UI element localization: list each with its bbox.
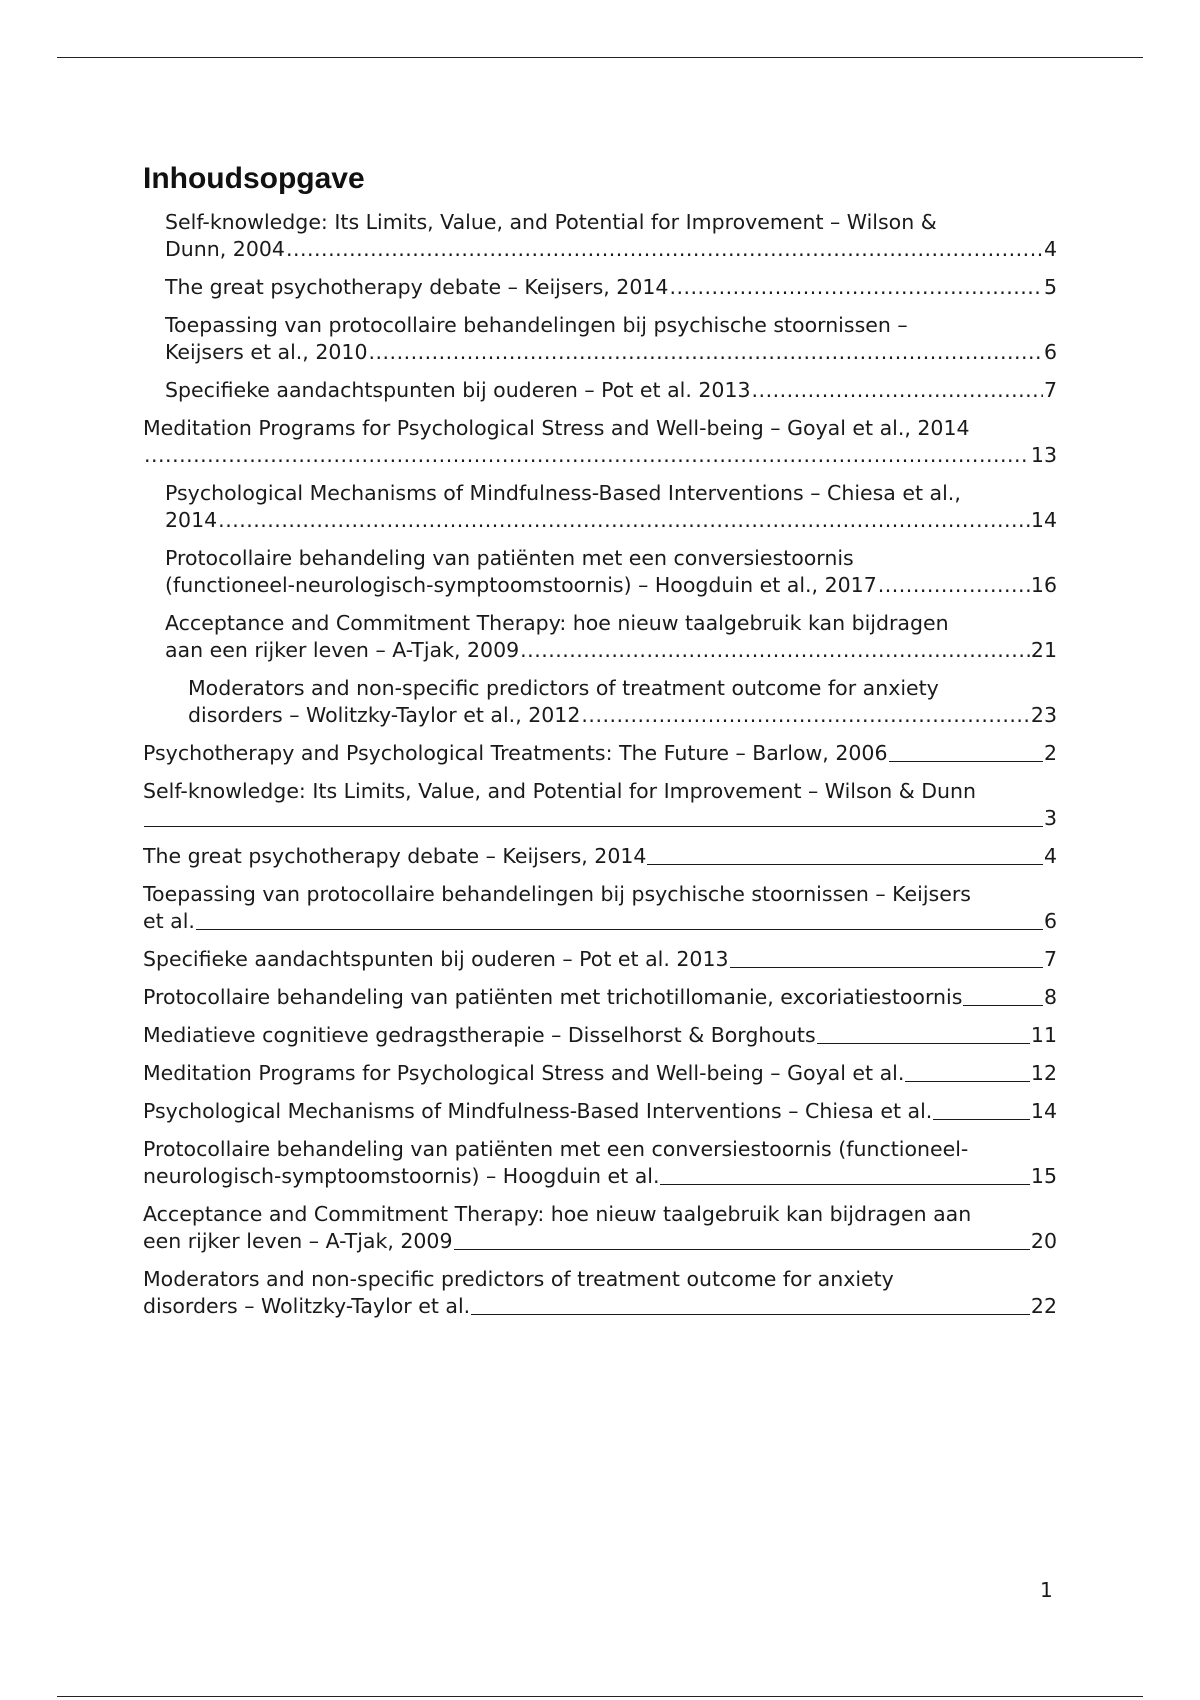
toc-entry-title-line: Self-knowledge: Its Limits, Value, and Potential for Improvement – Wilson & bbox=[165, 210, 937, 234]
toc-page-number: 14 bbox=[1030, 508, 1057, 532]
toc-page-number: 12 bbox=[1030, 1061, 1057, 1085]
toc-entry-last-line bbox=[143, 1228, 1057, 1255]
toc-entry-last-line bbox=[143, 1293, 1057, 1320]
document-body bbox=[143, 160, 1057, 1331]
toc-entry[interactable] bbox=[165, 610, 1057, 664]
toc-leader bbox=[752, 377, 1043, 404]
toc-leader bbox=[196, 908, 1043, 930]
toc-page-number: 21 bbox=[1030, 638, 1057, 662]
toc-entry-last-line bbox=[143, 442, 1057, 469]
toc-leader bbox=[647, 843, 1043, 865]
toc-page-number: 7 bbox=[1043, 947, 1057, 971]
toc-entry[interactable] bbox=[143, 1060, 1057, 1087]
toc-entry[interactable] bbox=[143, 881, 1057, 935]
toc-entry-title: disorders – Wolitzky-Taylor et al. bbox=[143, 1294, 471, 1318]
toc-leader bbox=[660, 1163, 1029, 1185]
toc-entry-last-line bbox=[165, 572, 1057, 599]
toc-entry[interactable] bbox=[143, 1136, 1057, 1190]
toc-entry[interactable] bbox=[143, 946, 1057, 973]
toc-entry-title: Protocollaire behandeling van patiënten met trichotillomanie, excoriatiestoornis bbox=[143, 985, 963, 1009]
toc-entry[interactable] bbox=[143, 1022, 1057, 1049]
toc-leader bbox=[963, 984, 1043, 1006]
toc-page-number: 3 bbox=[1043, 806, 1057, 830]
toc-entry[interactable] bbox=[143, 778, 1057, 832]
toc-page-number: 7 bbox=[1043, 378, 1057, 402]
toc-entry-last-line bbox=[143, 984, 1057, 1011]
toc-entry-title: (functioneel-neurologisch-symptoomstoornis) – Hoogduin et al., 2017 bbox=[165, 573, 877, 597]
toc-leader bbox=[730, 946, 1043, 968]
toc-entry-title-line: Acceptance and Commitment Therapy: hoe nieuw taalgebruik kan bijdragen bbox=[165, 611, 949, 635]
toc-entry-title: neurologisch-symptoomstoornis) – Hoogduin et al. bbox=[143, 1164, 660, 1188]
toc-leader bbox=[889, 740, 1043, 762]
toc-leader bbox=[454, 1228, 1030, 1250]
toc-entry-last-line bbox=[143, 1060, 1057, 1087]
toc-page-number: 23 bbox=[1030, 703, 1057, 727]
toc-leader bbox=[878, 572, 1030, 599]
toc-entry-title-line: Toepassing van protocollaire behandelingen bij psychische stoornissen – Keijsers bbox=[143, 882, 971, 906]
toc-entry[interactable] bbox=[165, 545, 1057, 599]
toc-entry-last-line bbox=[143, 1098, 1057, 1125]
toc-leader bbox=[144, 805, 1043, 827]
toc-entry[interactable] bbox=[165, 377, 1057, 404]
toc-entry-title-line: Moderators and non-specific predictors of treatment outcome for anxiety bbox=[188, 676, 939, 700]
toc-page-number: 15 bbox=[1030, 1164, 1057, 1188]
toc-entry-title: aan een rijker leven – A-Tjak, 2009 bbox=[165, 638, 520, 662]
toc-entry[interactable] bbox=[143, 1201, 1057, 1255]
page-number: 1 bbox=[1040, 1578, 1053, 1602]
toc-entry-last-line bbox=[165, 507, 1057, 534]
toc-entry-last-line bbox=[165, 637, 1057, 664]
header-rule bbox=[57, 57, 1143, 58]
table-of-contents bbox=[143, 209, 1057, 1320]
toc-entry-title: Specifieke aandachtspunten bij ouderen – Pot et al. 2013 bbox=[143, 947, 729, 971]
toc-entry-title: Dunn, 2004 bbox=[165, 237, 285, 261]
toc-entry-title-line: Protocollaire behandeling van patiënten met een conversiestoornis bbox=[165, 546, 854, 570]
toc-page-number: 6 bbox=[1043, 340, 1057, 364]
toc-page-number: 6 bbox=[1043, 909, 1057, 933]
toc-entry[interactable] bbox=[143, 843, 1057, 870]
toc-entry-title-line: Protocollaire behandeling van patiënten met een conversiestoornis (functioneel- bbox=[143, 1137, 969, 1161]
toc-entry-last-line bbox=[188, 702, 1057, 729]
toc-entry-last-line bbox=[143, 946, 1057, 973]
toc-entry-last-line bbox=[165, 236, 1057, 263]
toc-leader bbox=[520, 637, 1030, 664]
toc-entry-last-line bbox=[143, 740, 1057, 767]
toc-page-number: 4 bbox=[1043, 844, 1057, 868]
toc-page-number: 20 bbox=[1030, 1229, 1057, 1253]
toc-page-number: 22 bbox=[1030, 1294, 1057, 1318]
toc-entry[interactable] bbox=[165, 312, 1057, 366]
toc-leader bbox=[581, 702, 1030, 729]
toc-page-number: 16 bbox=[1030, 573, 1057, 597]
toc-page-number: 14 bbox=[1030, 1099, 1057, 1123]
toc-leader bbox=[144, 442, 1030, 469]
toc-entry-title-line: Moderators and non-specific predictors of treatment outcome for anxiety bbox=[143, 1267, 894, 1291]
toc-entry-last-line bbox=[143, 1163, 1057, 1190]
toc-leader bbox=[286, 236, 1043, 263]
toc-page-number: 11 bbox=[1030, 1023, 1057, 1047]
toc-entry-title-line: Toepassing van protocollaire behandelingen bij psychische stoornissen – bbox=[165, 313, 908, 337]
toc-leader bbox=[218, 507, 1030, 534]
toc-entry[interactable] bbox=[143, 984, 1057, 1011]
toc-leader bbox=[669, 274, 1043, 301]
toc-entry[interactable] bbox=[165, 274, 1057, 301]
toc-entry[interactable] bbox=[143, 1266, 1057, 1320]
toc-entry-last-line bbox=[143, 908, 1057, 935]
toc-leader bbox=[369, 339, 1043, 366]
toc-entry-title: The great psychotherapy debate – Keijsers, 2014 bbox=[143, 844, 647, 868]
toc-entry-title: Psychological Mechanisms of Mindfulness-Based Interventions – Chiesa et al. bbox=[143, 1099, 933, 1123]
toc-entry-last-line bbox=[165, 339, 1057, 366]
toc-entry[interactable] bbox=[165, 480, 1057, 534]
toc-entry-title: 2014 bbox=[165, 508, 218, 532]
toc-leader bbox=[471, 1293, 1030, 1315]
toc-entry-title: The great psychotherapy debate – Keijsers, 2014 bbox=[165, 275, 669, 299]
toc-entry-title-line: Meditation Programs for Psychological Stress and Well-being – Goyal et al., 2014 bbox=[143, 416, 970, 440]
footer-rule bbox=[57, 1696, 1143, 1697]
toc-entry-last-line bbox=[143, 1022, 1057, 1049]
toc-entry[interactable] bbox=[143, 415, 1057, 469]
toc-entry-title: disorders – Wolitzky-Taylor et al., 2012 bbox=[188, 703, 581, 727]
toc-entry-title: et al. bbox=[143, 909, 195, 933]
toc-entry-title: Specifieke aandachtspunten bij ouderen – Pot et al. 2013 bbox=[165, 378, 751, 402]
toc-entry-last-line bbox=[143, 843, 1057, 870]
toc-entry[interactable] bbox=[143, 1098, 1057, 1125]
toc-page-number: 5 bbox=[1043, 275, 1057, 299]
toc-leader bbox=[817, 1022, 1030, 1044]
toc-entry[interactable] bbox=[188, 675, 1057, 729]
toc-entry-title-line: Psychological Mechanisms of Mindfulness-Based Interventions – Chiesa et al., bbox=[165, 481, 961, 505]
toc-entry-last-line bbox=[165, 274, 1057, 301]
toc-page-number: 2 bbox=[1043, 741, 1057, 765]
toc-page-number: 13 bbox=[1030, 443, 1057, 467]
toc-entry-last-line bbox=[143, 805, 1057, 832]
toc-entry-title: Mediatieve cognitieve gedragstherapie – Disselhorst & Borghouts bbox=[143, 1023, 816, 1047]
toc-entry-title: Psychotherapy and Psychological Treatments: The Future – Barlow, 2006 bbox=[143, 741, 888, 765]
toc-page-number: 8 bbox=[1043, 985, 1057, 1009]
toc-entry[interactable] bbox=[143, 740, 1057, 767]
toc-entry-title: Meditation Programs for Psychological Stress and Well-being – Goyal et al. bbox=[143, 1061, 905, 1085]
toc-entry-last-line bbox=[165, 377, 1057, 404]
toc-entry-title: Keijsers et al., 2010 bbox=[165, 340, 368, 364]
toc-entry-title: een rijker leven – A-Tjak, 2009 bbox=[143, 1229, 453, 1253]
toc-leader bbox=[905, 1060, 1030, 1082]
toc-entry-title-line: Self-knowledge: Its Limits, Value, and Potential for Improvement – Wilson & Dunn bbox=[143, 779, 977, 803]
toc-leader bbox=[933, 1098, 1030, 1120]
toc-entry-title-line: Acceptance and Commitment Therapy: hoe nieuw taalgebruik kan bijdragen aan bbox=[143, 1202, 972, 1226]
toc-entry[interactable] bbox=[165, 209, 1057, 263]
toc-page-number: 4 bbox=[1043, 237, 1057, 261]
toc-title: Inhoudsopgave bbox=[143, 162, 365, 195]
